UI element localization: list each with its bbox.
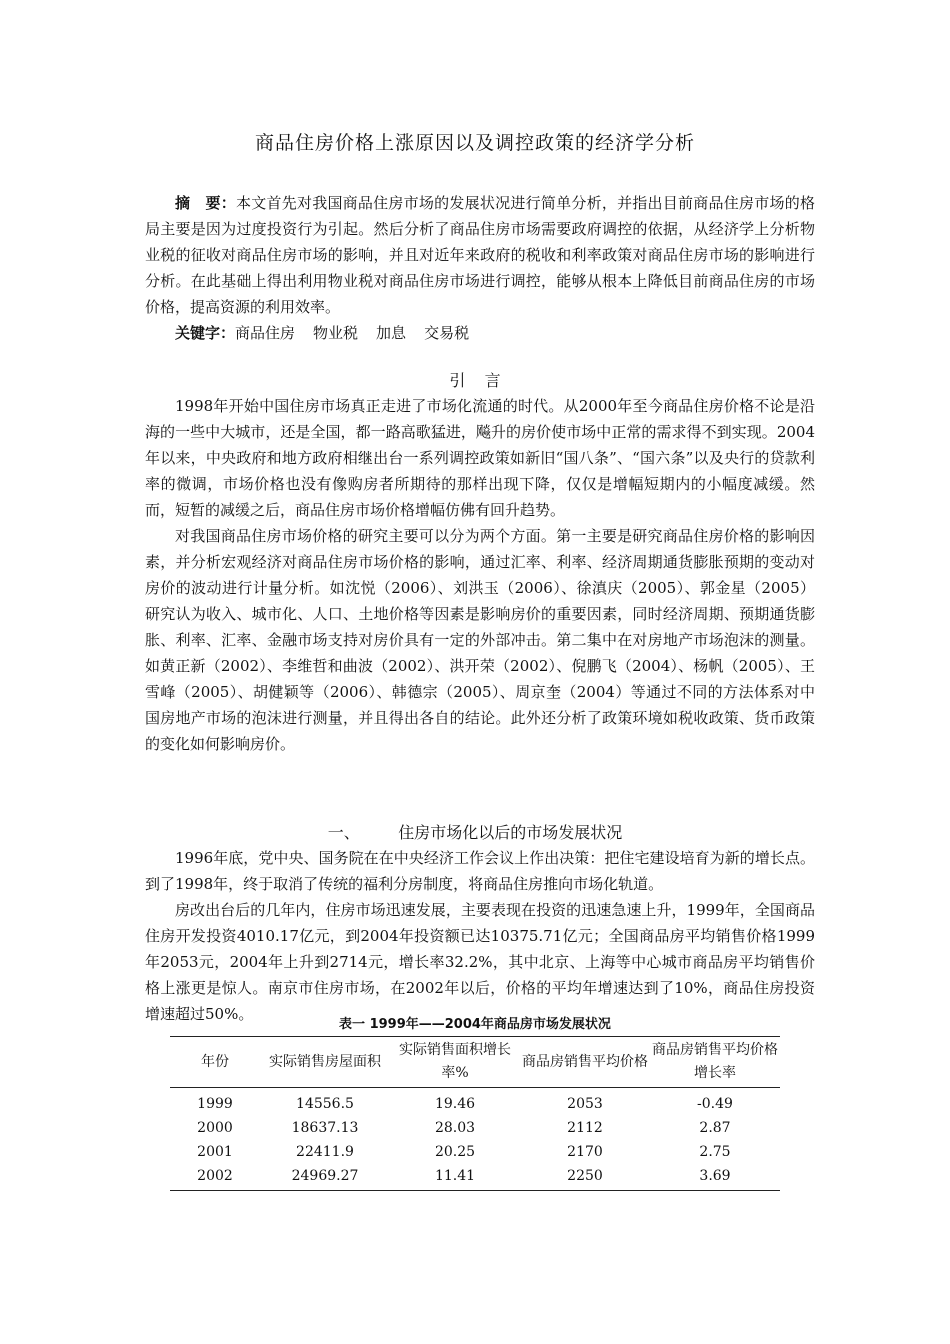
table-cell: 1999 bbox=[197, 1096, 233, 1112]
keyword-item: 加息 bbox=[376, 324, 407, 342]
paper-title: 商品住房价格上涨原因以及调控政策的经济学分析 bbox=[254, 132, 695, 154]
table-row bbox=[170, 1116, 780, 1140]
market-table bbox=[170, 1036, 780, 1191]
table-cell: 18637.13 bbox=[291, 1120, 359, 1136]
intro-heading: 引言 bbox=[449, 371, 520, 390]
table-cell: 22411.9 bbox=[296, 1144, 354, 1160]
table-cell: 2250 bbox=[567, 1168, 603, 1184]
abstract-text: 本文首先对我国商品住房市场的发展状况进行简单分析，并指出目前商品住房市场的格局主要是因为过度投资行为引起。然后分析了商品住房市场需要政府调控的依据，从经济学上分析物业税的征收对商品住房市场的影响，并且对近年来政府的税收和利率政策对商品住房市场的影响进行分析。在此基础上得出利用物业税对商品住房市场进行调控，能够从根本上降低目前商品住房的市场价格，提高资源的利用效率。 bbox=[145, 194, 815, 316]
intro-paragraph-1: 1998年开始中国住房市场真正走进了市场化流通的时代。从2000年至今商品住房价格不论是沿海的一些中大城市，还是全国，都一路高歌猛进，飚升的房价使市场中正常的需求得不到实现。2004年以来，中央政府和地方政府相继出台一系列调控政策如新旧“国八条”、“国六条”以及央行的贷款利率的微调，市场价格也没有像购房者所期待的那样出现下降，仅仅是增幅短期内的小幅度减缓。然而，短暂的减缓之后，商品住房市场价格增幅仿佛有回升趋势。 bbox=[145, 397, 815, 519]
section-1-body bbox=[145, 845, 815, 1027]
table-cell: 2000 bbox=[197, 1120, 233, 1136]
table-caption: 表一 1999年——2004年商品房市场发展状况 bbox=[339, 1017, 611, 1032]
table-header-cell: 年份 bbox=[170, 1037, 260, 1088]
section-1-paragraph-1: 1996年底，党中央、国务院在在中央经济工作会议上作出决策：把住宅建设培育为新的增长点。到了1998年，终于取消了传统的福利分房制度，将商品住房推向市场化轨道。 bbox=[145, 849, 815, 893]
table-cell: 2002 bbox=[197, 1168, 233, 1184]
abstract-section bbox=[145, 190, 815, 346]
keyword-item: 物业税 bbox=[313, 324, 359, 342]
table-header-cell: 实际销售房屋面积 bbox=[260, 1037, 390, 1088]
table-header-cell: 实际销售面积增长率% bbox=[390, 1037, 520, 1088]
table-cell: 14556.5 bbox=[296, 1096, 354, 1112]
intro-paragraph-2: 对我国商品住房市场价格的研究主要可以分为两个方面。第一主要是研究商品住房价格的影响因素，并分析宏观经济对商品住房市场价格的影响，通过汇率、利率、经济周期通货膨胀预期的变动对房价的波动进行计量分析。如沈悦（2006）、刘洪玉（2006）、徐滇庆（2005）、郭金星（2005）研究认为收入、城市化、人口、土地价格等因素是影响房价的重要因素，同时经济周期、预期通货膨胀、利率、汇率、金融市场支持对房价具有一定的外部冲击。第二集中在对房地产市场泡沫的测量。如黄正新（2002）、李维哲和曲波（2002）、洪开荣（2002）、倪鹏飞（2004）、杨帆（2005）、王雪峰（2005）、胡健颖等（2006）、韩德宗（2005）、周京奎（2004）等通过不同的方法体系对中国房地产市场的泡沫进行测量，并且得出各自的结论。此外还分析了政策环境如税收政策、货币政策的变化如何影响房价。 bbox=[145, 527, 815, 753]
table-cell: 11.41 bbox=[434, 1168, 476, 1184]
abstract-label: 摘 要： bbox=[175, 194, 236, 212]
keyword-item: 交易税 bbox=[424, 324, 470, 342]
table-header-cell: 商品房销售平均价格增长率 bbox=[650, 1037, 780, 1088]
table-cell: 2053 bbox=[567, 1096, 603, 1112]
section-1-paragraph-2: 房改出台后的几年内，住房市场迅速发展，主要表现在投资的迅速急速上升，1999年，全国商品住房开发投资4010.17亿元，到2004年投资额已达10375.71亿元；全国商品房平均销售价格1999年2053元，2004年上升到2714元，增长率32.2%，其中北京、上海等中心城市商品房平均销售价格上涨更是惊人。南京市住房市场，在2002年以后，价格的平均年增速达到了10%，商品住房投资增速超过50%。 bbox=[145, 901, 815, 1023]
abstract-paragraph bbox=[145, 190, 815, 320]
table-cell: 20.25 bbox=[434, 1144, 476, 1160]
intro-section bbox=[145, 393, 815, 757]
table-cell: 24969.27 bbox=[291, 1168, 359, 1184]
table-cell: 2001 bbox=[197, 1144, 233, 1160]
section-1-number: 一、 bbox=[327, 823, 360, 842]
table-cell: 2.75 bbox=[699, 1144, 731, 1160]
section-1-title: 住房市场化以后的市场发展状况 bbox=[398, 823, 623, 842]
table-cell: 28.03 bbox=[434, 1120, 476, 1136]
table-header-row bbox=[170, 1037, 780, 1088]
section-1-heading bbox=[0, 820, 950, 846]
keywords-line bbox=[145, 320, 815, 346]
table-header-cell: 商品房销售平均价格 bbox=[520, 1037, 650, 1088]
table-cell: -0.49 bbox=[697, 1096, 733, 1112]
table-row bbox=[170, 1140, 780, 1164]
table-row bbox=[170, 1164, 780, 1191]
table-cell: 3.69 bbox=[699, 1168, 731, 1184]
table-cell: 19.46 bbox=[434, 1096, 476, 1112]
table-cell: 2.87 bbox=[699, 1120, 731, 1136]
keyword-item: 商品住房 bbox=[235, 324, 296, 342]
table-cell: 2170 bbox=[567, 1144, 603, 1160]
table-cell: 2112 bbox=[567, 1120, 603, 1136]
keywords-label: 关键字： bbox=[175, 324, 236, 342]
table-row bbox=[170, 1088, 780, 1117]
